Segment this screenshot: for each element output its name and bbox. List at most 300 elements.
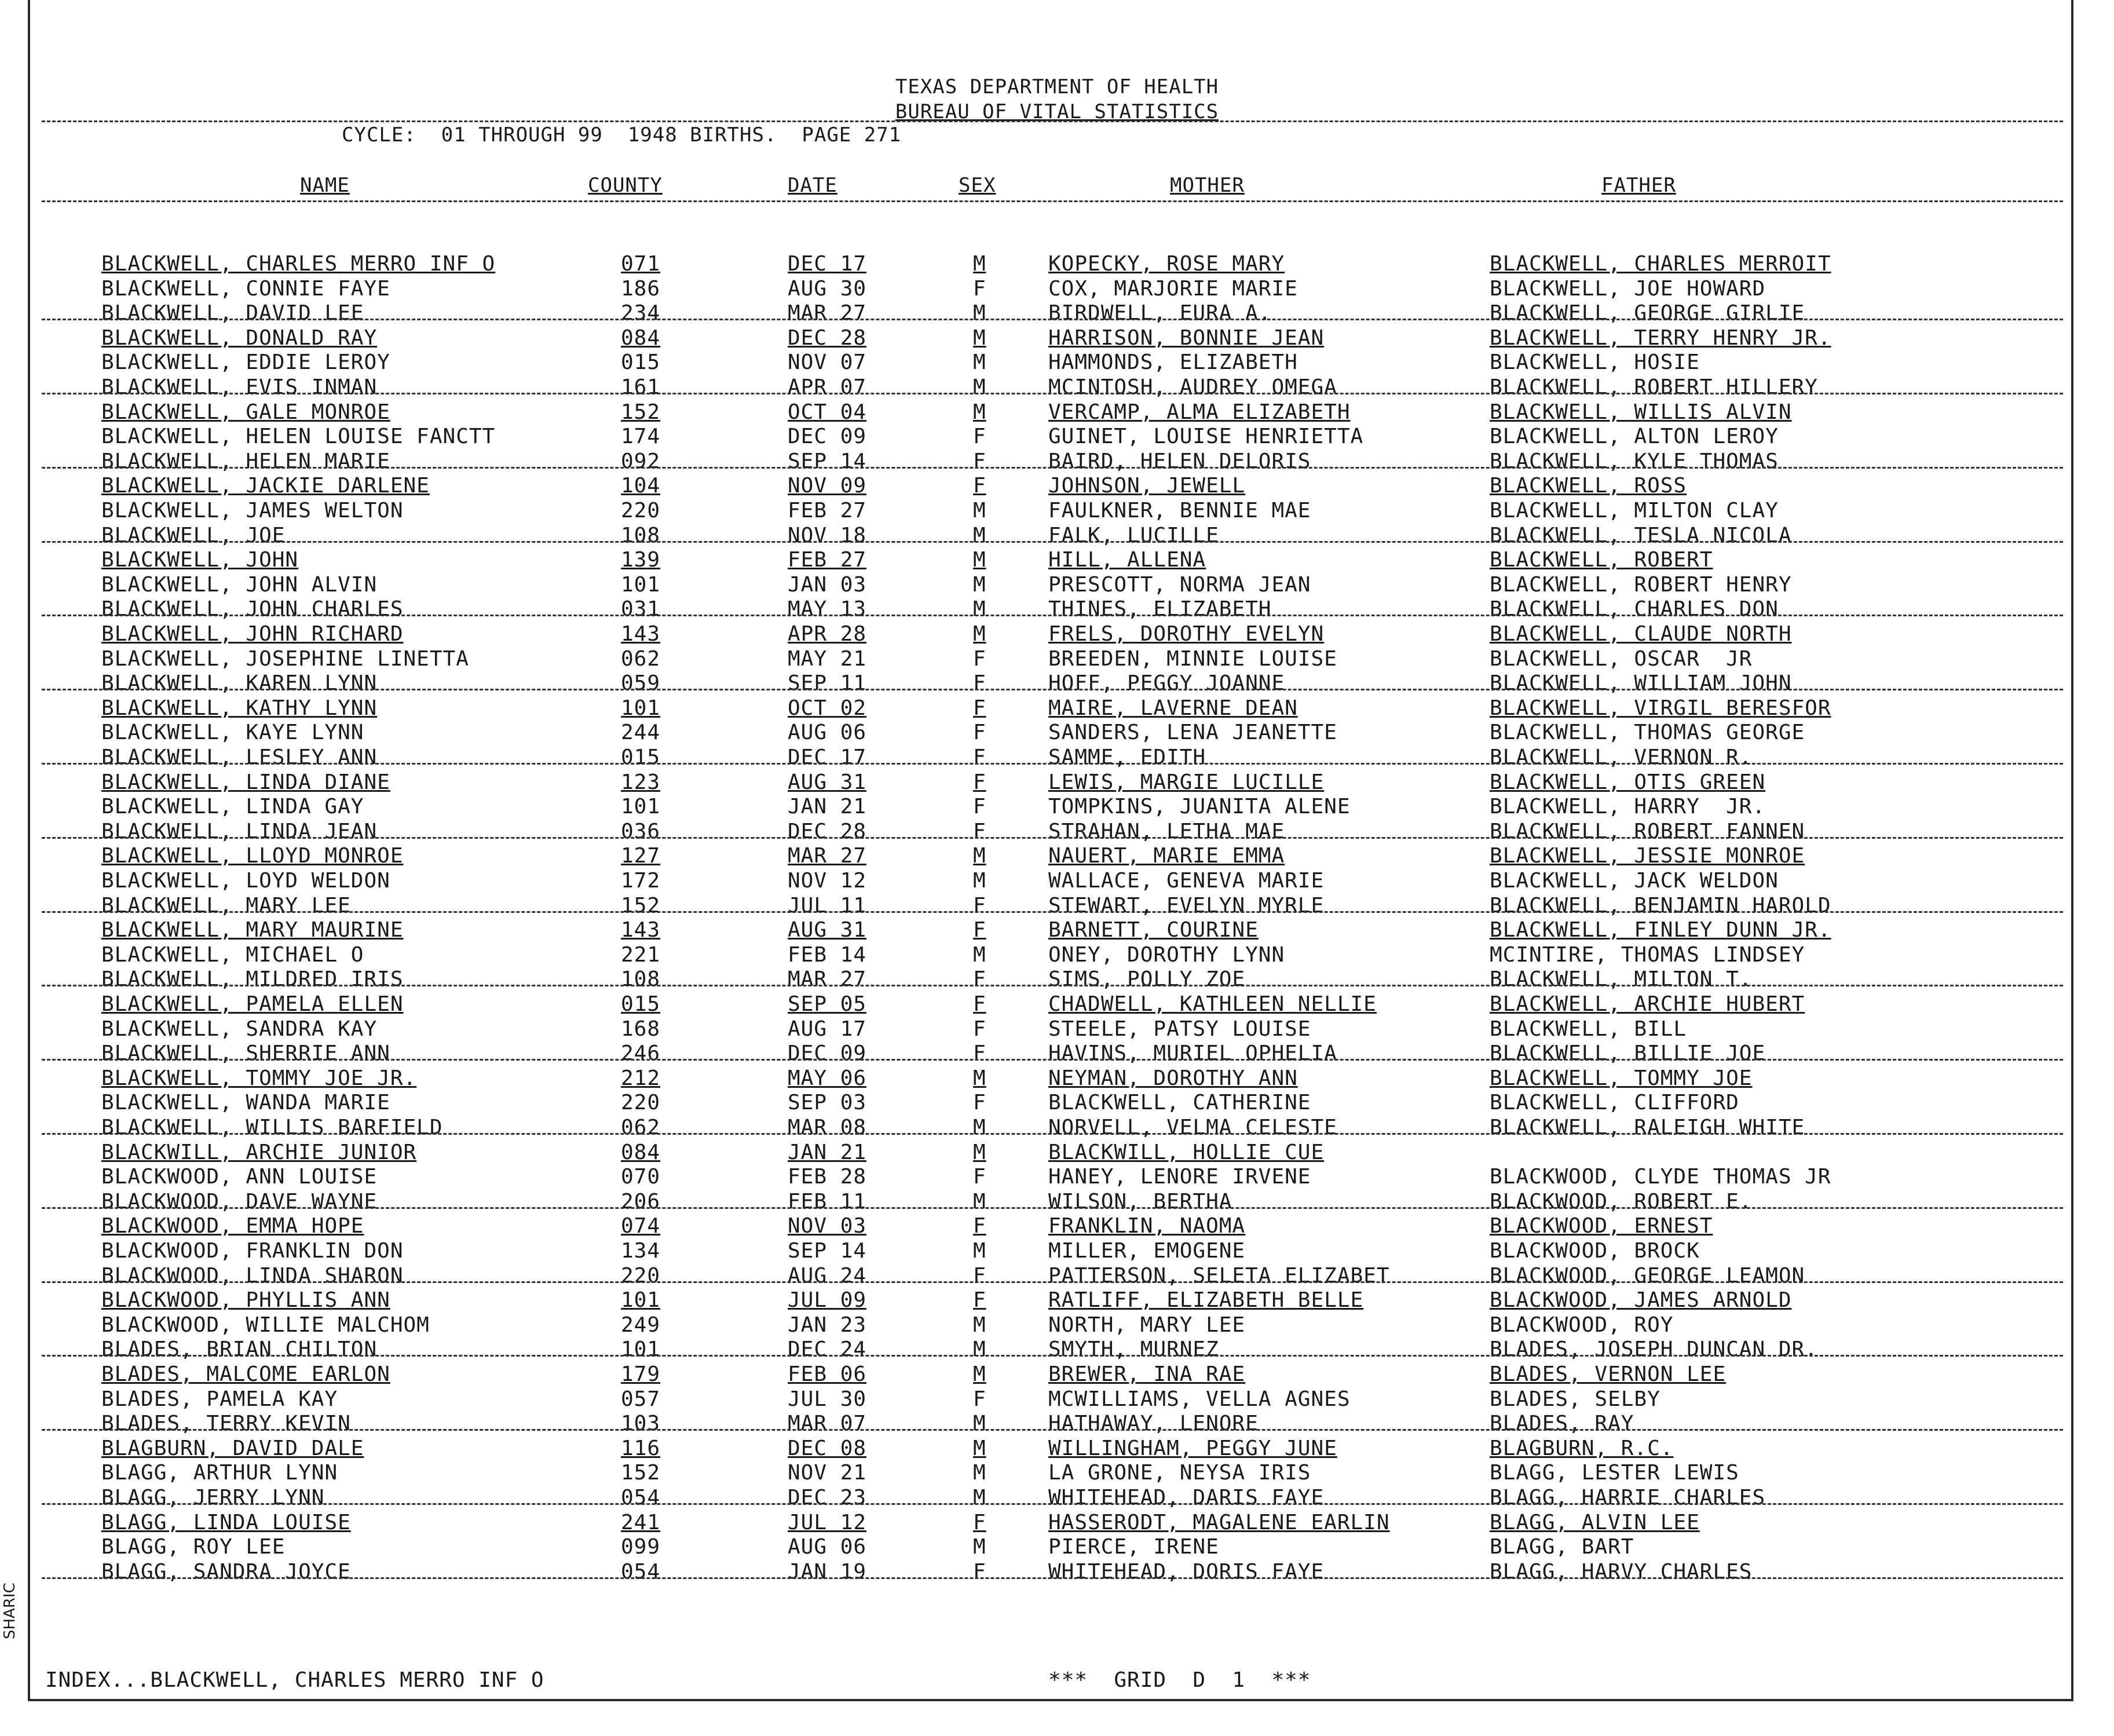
cell-sex: F: [973, 425, 986, 448]
cell-father: BLACKWELL, OTIS GREEN: [1490, 770, 1766, 794]
cell-date: NOV 09: [788, 474, 867, 498]
cell-father: BLACKWOOD, CLYDE THOMAS JR: [1490, 1165, 1831, 1189]
cell-sex: F: [973, 671, 986, 695]
cell-sex: F: [973, 277, 986, 301]
cell-county: 134: [621, 1239, 661, 1263]
cell-date: SEP 14: [788, 449, 867, 473]
table-row: [0, 671, 2114, 696]
cell-father: BLACKWOOD, ROBERT E.: [1490, 1190, 1753, 1214]
cell-sex: M: [973, 943, 986, 967]
column-header-date: DATE: [788, 174, 837, 197]
cell-father: BLACKWELL, ROBERT: [1490, 548, 1713, 572]
table-row: [0, 1387, 2114, 1412]
cell-county: 108: [621, 524, 661, 547]
cell-sex: M: [973, 844, 986, 868]
cell-sex: M: [973, 622, 986, 646]
cell-father: BLACKWOOD, GEORGE LEAMON: [1490, 1264, 1805, 1288]
table-row: [0, 1066, 2114, 1091]
cell-mother: WHITEHEAD, DARIS FAYE: [1048, 1486, 1325, 1510]
cell-mother: SANDERS, LENA JEANETTE: [1048, 721, 1337, 744]
table-row: [0, 770, 2114, 795]
cell-name: BLADES, TERRY KEVIN: [101, 1412, 351, 1435]
cell-county: 152: [621, 1461, 661, 1485]
cell-mother: GUINET, LOUISE HENRIETTA: [1048, 425, 1364, 448]
cell-date: DEC 17: [788, 252, 867, 276]
row-divider: [42, 985, 2063, 986]
cell-father: BLACKWOOD, ROY: [1490, 1313, 1674, 1337]
cell-county: 031: [621, 597, 661, 621]
table-row: [0, 573, 2114, 597]
cell-father: BLACKWELL, TERRY HENRY JR.: [1490, 326, 1831, 350]
row-divider: [42, 837, 2063, 839]
cell-county: 057: [621, 1387, 661, 1411]
cell-name: BLACKWELL, KAYE LYNN: [101, 721, 364, 744]
cell-name: BLACKWELL, JACKIE DARLENE: [101, 474, 430, 498]
cell-mother: SAMME, EDITH: [1048, 745, 1206, 769]
cell-mother: KOPECKY, ROSE MARY: [1048, 252, 1285, 276]
cell-mother: FRANKLIN, NAOMA: [1048, 1214, 1246, 1238]
cell-mother: THINES, ELIZABETH: [1048, 597, 1272, 621]
cell-name: BLACKWELL, JOHN: [101, 548, 299, 572]
cell-father: BLAGG, LESTER LEWIS: [1490, 1461, 1739, 1485]
table-row: [0, 1486, 2114, 1510]
cell-sex: F: [973, 696, 986, 720]
cell-name: BLACKWELL, MICHAEL O: [101, 943, 364, 967]
cell-county: 168: [621, 1017, 661, 1041]
table-row: [0, 252, 2114, 276]
cell-sex: M: [973, 1486, 986, 1510]
cell-father: BLADES, SELBY: [1490, 1387, 1661, 1411]
table-row: [0, 844, 2114, 868]
cell-county: 139: [621, 548, 661, 572]
cell-father: BLACKWELL, JACK WELDON: [1490, 869, 1779, 893]
cell-mother: STEWART, EVELYN MYRLE: [1048, 894, 1325, 918]
cell-name: BLADES, BRIAN CHILTON: [101, 1337, 378, 1361]
cell-mother: FRELS, DOROTHY EVELYN: [1048, 622, 1325, 646]
table-row: [0, 1239, 2114, 1263]
cell-mother: MCWILLIAMS, VELLA AGNES: [1048, 1387, 1351, 1411]
table-row: [0, 597, 2114, 622]
cell-county: 084: [621, 1141, 661, 1164]
cell-mother: BREEDEN, MINNIE LOUISE: [1048, 647, 1337, 671]
cell-county: 070: [621, 1165, 661, 1189]
cell-mother: VERCAMP, ALMA ELIZABETH: [1048, 400, 1351, 424]
cell-name: BLACKWELL, TOMMY JOE JR.: [101, 1066, 417, 1090]
row-divider: [42, 1059, 2063, 1061]
cell-date: MAY 21: [788, 647, 867, 671]
cell-date: JAN 19: [788, 1560, 867, 1584]
row-divider: [42, 393, 2063, 394]
cell-date: FEB 14: [788, 943, 867, 967]
table-row: [0, 745, 2114, 770]
header-divider: [42, 120, 2063, 122]
table-row: [0, 795, 2114, 819]
cell-sex: F: [973, 1387, 986, 1411]
cell-county: 054: [621, 1486, 661, 1510]
cell-sex: F: [973, 1041, 986, 1065]
cell-date: MAY 13: [788, 597, 867, 621]
cell-date: APR 07: [788, 375, 867, 399]
cell-date: FEB 27: [788, 548, 867, 572]
cell-mother: NORTH, MARY LEE: [1048, 1313, 1246, 1337]
cell-date: SEP 14: [788, 1239, 867, 1263]
cell-father: BLACKWELL, RALEIGH WHITE: [1490, 1116, 1805, 1139]
cell-mother: BLACKWELL, CATHERINE: [1048, 1091, 1311, 1114]
cell-county: 174: [621, 425, 661, 448]
cell-mother: BAIRD, HELEN DELORIS: [1048, 449, 1311, 473]
cell-father: BLACKWOOD, ERNEST: [1490, 1214, 1713, 1238]
cell-mother: FALK, LUCILLE: [1048, 524, 1219, 547]
cell-sex: M: [973, 326, 986, 350]
table-row: [0, 918, 2114, 942]
cell-county: 186: [621, 277, 661, 301]
cell-mother: FAULKNER, BENNIE MAE: [1048, 499, 1311, 522]
cell-date: DEC 17: [788, 745, 867, 769]
cell-mother: MILLER, EMOGENE: [1048, 1239, 1246, 1263]
cell-mother: RATLIFF, ELIZABETH BELLE: [1048, 1288, 1364, 1312]
cell-father: BLACKWELL, VERNON R.: [1490, 745, 1753, 769]
cell-date: FEB 11: [788, 1190, 867, 1214]
cell-name: BLACKWELL, DAVID LEE: [101, 301, 364, 325]
cell-mother: WALLACE, GENEVA MARIE: [1048, 869, 1325, 893]
cell-date: AUG 31: [788, 770, 867, 794]
cell-date: APR 28: [788, 622, 867, 646]
cell-name: BLACKWELL, KATHY LYNN: [101, 696, 378, 720]
cell-sex: M: [973, 597, 986, 621]
cell-date: JAN 21: [788, 795, 867, 818]
cell-name: BLACKWOOD, PHYLLIS ANN: [101, 1288, 390, 1312]
cell-name: BLACKWELL, DONALD RAY: [101, 326, 378, 350]
cell-father: BLACKWELL, FINLEY DUNN JR.: [1490, 918, 1831, 942]
cell-mother: CHADWELL, KATHLEEN NELLIE: [1048, 992, 1377, 1016]
row-divider: [42, 1577, 2063, 1579]
cell-date: MAR 27: [788, 301, 867, 325]
cell-county: 220: [621, 1091, 661, 1114]
cell-father: BLACKWELL, VIRGIL BERESFOR: [1490, 696, 1831, 720]
cell-county: 116: [621, 1437, 661, 1460]
cell-mother: MCINTOSH, AUDREY OMEGA: [1048, 375, 1337, 399]
cell-mother: PIERCE, IRENE: [1048, 1535, 1219, 1559]
cell-name: BLACKWELL, SHERRIE ANN: [101, 1041, 390, 1065]
cell-date: DEC 23: [788, 1486, 867, 1510]
cell-name: BLAGG, JERRY LYNN: [101, 1486, 325, 1510]
cell-county: 092: [621, 449, 661, 473]
cell-county: 249: [621, 1313, 661, 1337]
cell-date: SEP 05: [788, 992, 867, 1016]
cell-name: BLACKWOOD, LINDA SHARON: [101, 1264, 404, 1288]
table-row: [0, 967, 2114, 992]
cell-mother: NORVELL, VELMA CELESTE: [1048, 1116, 1337, 1139]
cell-date: AUG 17: [788, 1017, 867, 1041]
cell-mother: COX, MARJORIE MARIE: [1048, 277, 1298, 301]
table-row: [0, 1214, 2114, 1238]
cell-father: BLACKWELL, MILTON CLAY: [1490, 499, 1779, 522]
table-row: [0, 499, 2114, 523]
cell-county: 104: [621, 474, 661, 498]
cell-county: 015: [621, 745, 661, 769]
cell-sex: M: [973, 548, 986, 572]
cell-county: 101: [621, 573, 661, 597]
cell-father: BLACKWELL, ROBERT HILLERY: [1490, 375, 1818, 399]
table-row: [0, 548, 2114, 572]
row-divider: [42, 1503, 2063, 1505]
cell-county: 101: [621, 1288, 661, 1312]
cell-county: 103: [621, 1412, 661, 1435]
cell-father: BLACKWELL, KYLE THOMAS: [1490, 449, 1779, 473]
cell-mother: STRAHAN, LETHA MAE: [1048, 820, 1285, 843]
cell-county: 234: [621, 301, 661, 325]
cell-father: BLACKWOOD, BROCK: [1490, 1239, 1700, 1263]
cell-sex: M: [973, 499, 986, 522]
cell-date: AUG 06: [788, 1535, 867, 1559]
table-row: [0, 647, 2114, 671]
row-divider: [42, 689, 2063, 690]
cell-date: AUG 06: [788, 721, 867, 744]
cell-sex: M: [973, 1116, 986, 1139]
cell-sex: F: [973, 820, 986, 843]
department-title: TEXAS DEPARTMENT OF HEALTH: [895, 75, 1219, 98]
cell-date: NOV 18: [788, 524, 867, 547]
table-row: [0, 1141, 2114, 1165]
cell-sex: F: [973, 1165, 986, 1189]
cycle-line: CYCLE: 01 THROUGH 99 1948 BIRTHS. PAGE 271: [342, 123, 902, 147]
column-header-county: COUNTY: [588, 174, 663, 197]
cell-mother: LA GRONE, NEYSA IRIS: [1048, 1461, 1311, 1485]
cell-date: JUL 30: [788, 1387, 867, 1411]
cell-date: SEP 03: [788, 1091, 867, 1114]
cell-sex: F: [973, 474, 986, 498]
cell-date: JUL 09: [788, 1288, 867, 1312]
cell-county: 015: [621, 350, 661, 374]
cell-county: 015: [621, 992, 661, 1016]
cell-date: NOV 12: [788, 869, 867, 893]
cell-county: 152: [621, 400, 661, 424]
cell-name: BLACKWELL, CHARLES MERRO INF O: [101, 252, 496, 276]
cell-name: BLACKWOOD, ANN LOUISE: [101, 1165, 378, 1189]
row-divider: [42, 467, 2063, 469]
cell-father: BLACKWELL, ROBERT HENRY: [1490, 573, 1792, 597]
table-row: [0, 449, 2114, 474]
cell-date: AUG 31: [788, 918, 867, 942]
table-row: [0, 943, 2114, 967]
cell-father: BLAGG, BART: [1490, 1535, 1634, 1559]
cell-mother: HOFF, PEGGY JOANNE: [1048, 671, 1285, 695]
cell-date: JAN 23: [788, 1313, 867, 1337]
cell-mother: HILL, ALLENA: [1048, 548, 1206, 572]
table-row: [0, 1041, 2114, 1066]
cell-name: BLACKWELL, GALE MONROE: [101, 400, 390, 424]
cell-county: 220: [621, 499, 661, 522]
cell-father: BLACKWELL, MILTON T.: [1490, 967, 1753, 991]
table-row: [0, 1165, 2114, 1189]
cell-county: 071: [621, 252, 661, 276]
table-row: [0, 1190, 2114, 1214]
cell-sex: M: [973, 1141, 986, 1164]
cell-name: BLACKWELL, LLOYD MONROE: [101, 844, 404, 868]
table-row: [0, 1535, 2114, 1559]
cell-date: MAR 27: [788, 844, 867, 868]
cell-sex: F: [973, 795, 986, 818]
cell-sex: M: [973, 301, 986, 325]
table-row: [0, 820, 2114, 844]
cell-date: JUL 12: [788, 1511, 867, 1534]
cell-name: BLAGBURN, DAVID DALE: [101, 1437, 364, 1460]
cell-mother: PRESCOTT, NORMA JEAN: [1048, 573, 1311, 597]
cell-mother: PATTERSON, SELETA ELIZABET: [1048, 1264, 1390, 1288]
cell-date: OCT 02: [788, 696, 867, 720]
cell-mother: STEELE, PATSY LOUISE: [1048, 1017, 1311, 1041]
cell-county: 143: [621, 622, 661, 646]
cell-date: DEC 28: [788, 326, 867, 350]
cell-mother: HARRISON, BONNIE JEAN: [1048, 326, 1325, 350]
table-row: [0, 301, 2114, 326]
cell-county: 172: [621, 869, 661, 893]
cell-county: 123: [621, 770, 661, 794]
cell-county: 246: [621, 1041, 661, 1065]
cell-county: 127: [621, 844, 661, 868]
cell-date: DEC 09: [788, 425, 867, 448]
cell-date: MAR 27: [788, 967, 867, 991]
cell-date: JAN 21: [788, 1141, 867, 1164]
cell-mother: BIRDWELL, EURA A.: [1048, 301, 1272, 325]
table-row: [0, 1264, 2114, 1288]
row-divider: [42, 1207, 2063, 1209]
column-header-sex: SEX: [959, 174, 996, 197]
cell-date: NOV 21: [788, 1461, 867, 1485]
cell-father: MCINTIRE, THOMAS LINDSEY: [1490, 943, 1805, 967]
cell-mother: HAVINS, MURIEL OPHELIA: [1048, 1041, 1337, 1065]
cell-father: BLACKWELL, THOMAS GEORGE: [1490, 721, 1805, 744]
cell-sex: F: [973, 918, 986, 942]
cell-father: BLAGBURN, R.C.: [1490, 1437, 1674, 1460]
cell-mother: WHITEHEAD, DORIS FAYE: [1048, 1560, 1325, 1584]
cell-county: 084: [621, 326, 661, 350]
cell-sex: M: [973, 1066, 986, 1090]
table-row: [0, 1313, 2114, 1337]
table-row: [0, 277, 2114, 301]
cell-county: 062: [621, 647, 661, 671]
table-row: [0, 400, 2114, 425]
cell-sex: F: [973, 967, 986, 991]
cell-sex: F: [973, 745, 986, 769]
cell-name: BLACKWELL, LOYD WELDON: [101, 869, 390, 893]
cell-date: FEB 27: [788, 499, 867, 522]
cell-county: 221: [621, 943, 661, 967]
cell-sex: M: [973, 1535, 986, 1559]
table-row: [0, 1337, 2114, 1362]
table-row: [0, 1091, 2114, 1115]
table-row: [0, 721, 2114, 745]
cell-date: DEC 09: [788, 1041, 867, 1065]
grid-label: *** GRID D 1 ***: [1048, 1668, 1311, 1692]
cell-county: 220: [621, 1264, 661, 1288]
cell-father: BLACKWELL, BILLIE JOE: [1490, 1041, 1766, 1065]
cell-name: BLACKWOOD, WILLIE MALCHOM: [101, 1313, 430, 1337]
cell-county: 101: [621, 1337, 661, 1361]
row-divider: [42, 1281, 2063, 1283]
cell-name: BLACKWILL, ARCHIE JUNIOR: [101, 1141, 417, 1164]
cell-name: BLACKWOOD, EMMA HOPE: [101, 1214, 364, 1238]
table-row: [0, 894, 2114, 918]
cell-father: BLACKWELL, ROBERT FANNEN: [1490, 820, 1805, 843]
cell-county: 241: [621, 1511, 661, 1534]
cell-mother: TOMPKINS, JUANITA ALENE: [1048, 795, 1351, 818]
cell-county: 161: [621, 375, 661, 399]
cell-name: BLAGG, ARTHUR LYNN: [101, 1461, 338, 1485]
cell-father: BLACKWELL, BILL: [1490, 1017, 1687, 1041]
cell-mother: HANEY, LENORE IRVENE: [1048, 1165, 1311, 1189]
table-row: [0, 992, 2114, 1017]
cell-date: JUL 11: [788, 894, 867, 918]
cell-sex: M: [973, 1190, 986, 1214]
cell-date: SEP 11: [788, 671, 867, 695]
cell-county: 062: [621, 1116, 661, 1139]
cell-father: BLACKWELL, CHARLES DON: [1490, 597, 1779, 621]
cell-county: 212: [621, 1066, 661, 1090]
cell-father: BLACKWELL, ARCHIE HUBERT: [1490, 992, 1805, 1016]
cell-name: BLACKWELL, SANDRA KAY: [101, 1017, 378, 1041]
cell-father: BLACKWELL, HARRY JR.: [1490, 795, 1766, 818]
cell-date: NOV 03: [788, 1214, 867, 1238]
cell-name: BLACKWELL, MARY LEE: [101, 894, 351, 918]
cell-county: 101: [621, 696, 661, 720]
cell-date: DEC 24: [788, 1337, 867, 1361]
cell-name: BLACKWELL, HELEN MARIE: [101, 449, 390, 473]
index-label: INDEX...BLACKWELL, CHARLES MERRO INF O: [45, 1668, 544, 1692]
cell-county: 054: [621, 1560, 661, 1584]
cell-sex: F: [973, 1288, 986, 1312]
table-row: [0, 524, 2114, 548]
cell-mother: SIMS, POLLY ZOE: [1048, 967, 1246, 991]
table-row: [0, 326, 2114, 350]
cell-sex: M: [973, 1461, 986, 1485]
cell-name: BLACKWOOD, FRANKLIN DON: [101, 1239, 404, 1263]
table-row: [0, 1560, 2114, 1584]
cell-county: 108: [621, 967, 661, 991]
cell-father: BLACKWELL, CHARLES MERROIT: [1490, 252, 1831, 276]
cell-name: BLACKWELL, MILDRED IRIS: [101, 967, 404, 991]
cell-sex: F: [973, 1017, 986, 1041]
cell-name: BLACKWELL, JOSEPHINE LINETTA: [101, 647, 469, 671]
cell-mother: ONEY, DOROTHY LYNN: [1048, 943, 1285, 967]
cell-father: BLACKWELL, JOE HOWARD: [1490, 277, 1766, 301]
cell-mother: BARNETT, COURINE: [1048, 918, 1259, 942]
cell-name: BLACKWELL, JOHN ALVIN: [101, 573, 378, 597]
cell-sex: M: [973, 350, 986, 374]
cell-date: AUG 24: [788, 1264, 867, 1288]
cell-county: 152: [621, 894, 661, 918]
cell-sex: M: [973, 252, 986, 276]
table-row: [0, 1437, 2114, 1461]
cell-sex: M: [973, 869, 986, 893]
side-stamp: SHARIC: [1, 1582, 19, 1639]
cell-father: BLACKWELL, TESLA NICOLA: [1490, 524, 1792, 547]
table-row: [0, 622, 2114, 646]
cell-name: BLACKWELL, WILLIS BARFIELD: [101, 1116, 443, 1139]
cell-father: BLACKWELL, WILLIS ALVIN: [1490, 400, 1792, 424]
cell-sex: F: [973, 1511, 986, 1534]
cell-father: BLAGG, HARRIE CHARLES: [1490, 1486, 1766, 1510]
cell-father: BLACKWELL, HOSIE: [1490, 350, 1700, 374]
cell-sex: F: [973, 894, 986, 918]
cell-county: 206: [621, 1190, 661, 1214]
cell-father: BLADES, RAY: [1490, 1412, 1634, 1435]
cell-mother: BLACKWILL, HOLLIE CUE: [1048, 1141, 1325, 1164]
table-row: [0, 1511, 2114, 1535]
column-header-father: FATHER: [1601, 174, 1676, 197]
cell-sex: F: [973, 721, 986, 744]
cell-father: BLACKWELL, BENJAMIN HAROLD: [1490, 894, 1831, 918]
